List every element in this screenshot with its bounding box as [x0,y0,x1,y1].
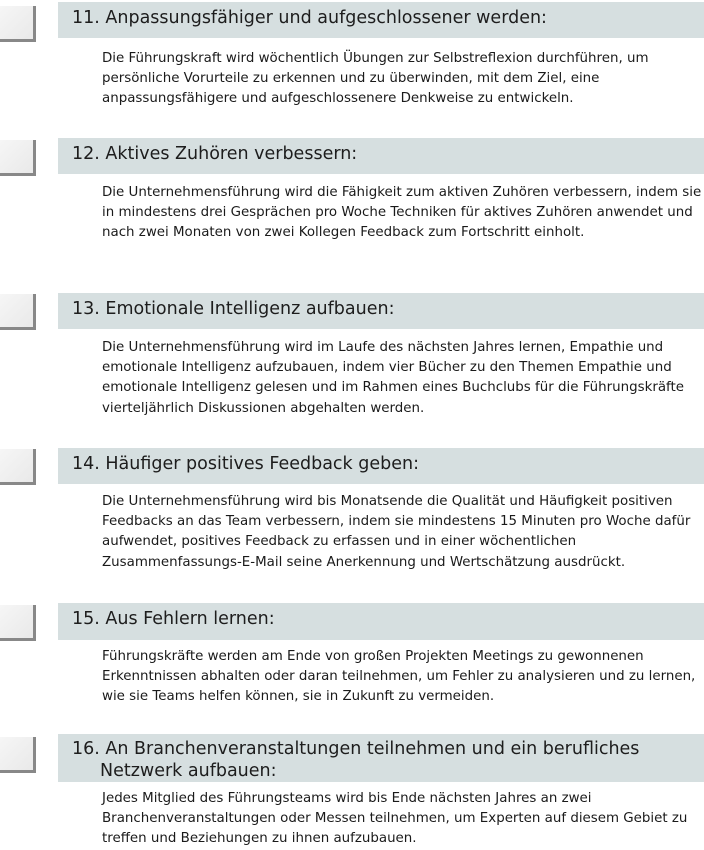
goal-description-14: Die Unternehmensführung wird bis Monatsende die Qualität und Häufigkeit positiven Feedbacks an das Team verbessern, indem sie mindestens 15 Minuten pro Woche dafür aufwendet, positives Feedback zu erfassen und in einer wöchentlichen Zusammenfassungs-E-Mail seine Anerkennung und Wertschätzung ausdrückt. [102,494,691,570]
goal-title-13: 13. Emotionale Intelligenz aufbauen: [58,293,704,329]
goal-description-16: Jedes Mitglied des Führungsteams wird bis Ende nächsten Jahres an zwei Branchenveranstaltungen oder Messen teilnehmen, um Experten auf diesem Gebiet zu treffen und Beziehungen zu ihnen aufzubauen. [102,791,688,847]
goal-title-16 [58,734,704,782]
goal-description-15: Führungskräfte werden am Ende von großen Projekten Meetings zu gewonnenen Erkenntnissen abhalten oder daran teilnehmen, um Fehler zu analysieren und zu lernen, wie sie Teams helfen können, sie in Zukunft zu vermeiden. [102,649,696,705]
goal-title-16-line1: 16. An Branchenveranstaltungen teilnehmen und ein berufliches [72,739,640,759]
goal-checkbox-11[interactable] [0,6,36,42]
goal-description-11: Die Führungskraft wird wöchentlich Übungen zur Selbstreflexion durchführen, um persönliche Vorurteile zu erkennen und zu überwinden, mit dem Ziel, eine anpassungsfähigere und aufgeschlossenere Denkweise zu entwickeln. [102,51,649,107]
goal-title-12: 12. Aktives Zuhören verbessern: [58,138,704,174]
goal-checkbox-16[interactable] [0,737,36,773]
goal-title-14: 14. Häufiger positives Feedback geben: [58,448,704,484]
goal-title-16-line2: Netzwerk aufbauen: [100,761,277,781]
goal-description-13: Die Unternehmensführung wird im Laufe des nächsten Jahres lernen, Empathie und emotionale Intelligenz aufzubauen, indem vier Bücher zu den Themen Empathie und emotionale Intelligenz gelesen und im Rahmen eines Buchclubs für die Führungskräfte vierteljährlich Diskussionen abgehalten werden. [102,340,685,416]
goal-checkbox-15[interactable] [0,605,36,641]
goal-description-12: Die Unternehmensführung wird die Fähigkeit zum aktiven Zuhören verbessern, indem sie in mindestens drei Gesprächen pro Woche Techniken für aktives Zuhören anwendet und nach zwei Monaten von zwei Kollegen Feedback zum Fortschritt einholt. [102,185,702,241]
goal-checkbox-12[interactable] [0,140,36,176]
goal-checkbox-14[interactable] [0,449,36,485]
goal-title-15: 15. Aus Fehlern lernen: [58,603,704,640]
goal-title-11: 11. Anpassungsfähiger und aufgeschlossener werden: [58,2,704,38]
goal-checkbox-13[interactable] [0,294,36,330]
